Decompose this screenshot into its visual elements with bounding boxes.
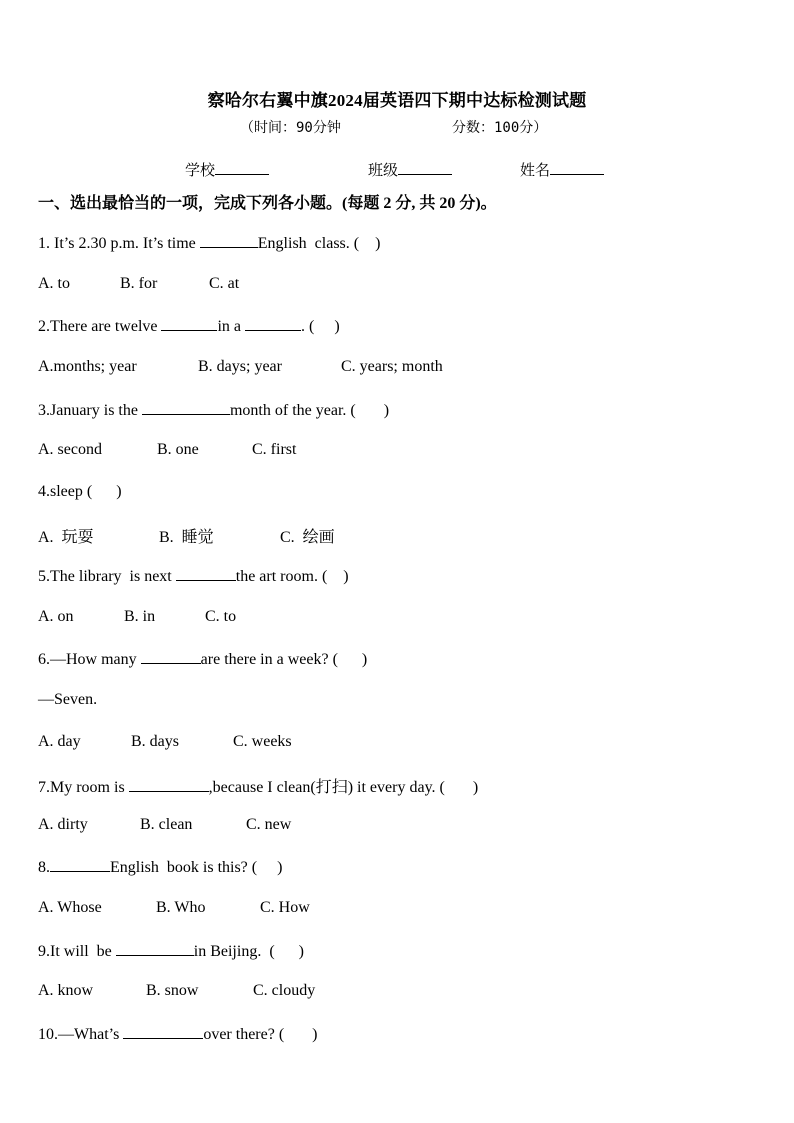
answer-blank[interactable] (142, 400, 230, 415)
option-b[interactable]: B. one (157, 441, 199, 458)
option-c[interactable]: C. weeks (233, 733, 292, 750)
option-a[interactable]: A. dirty (38, 816, 88, 833)
options-4 (38, 524, 335, 547)
question-2: 2.There are twelve in a . ( ) (38, 318, 340, 335)
answer-6: —Seven. (38, 691, 98, 708)
question-7: 7.My room is ,because I clean(打扫) it every day. ( ) (38, 779, 479, 796)
option-c[interactable]: C. first (252, 441, 297, 458)
question-3: 3.January is the month of the year. ( ) (38, 402, 390, 419)
answer-blank[interactable] (116, 941, 194, 956)
answer-blank[interactable] (200, 233, 258, 248)
options-3 (38, 441, 296, 459)
option-b[interactable]: B. days; year (198, 358, 282, 375)
option-b[interactable]: B. 睡觉 (159, 529, 214, 546)
options-9 (38, 982, 315, 1000)
options-2 (38, 358, 443, 376)
page-title: 察哈尔右翼中旗2024届英语四下期中达标检测试题 (207, 91, 587, 110)
question-8: 8. English book is this? ( ) (38, 859, 283, 876)
answer-blank[interactable] (141, 649, 201, 664)
name-blank[interactable] (550, 160, 604, 175)
option-a[interactable]: A. second (38, 441, 102, 458)
option-a[interactable]: A. know (38, 982, 94, 999)
answer-blank[interactable] (50, 857, 110, 872)
option-c[interactable]: C. to (205, 608, 237, 625)
school-blank[interactable] (215, 160, 269, 175)
option-a[interactable]: A. to (38, 275, 70, 292)
question-9: 9.It will be in Beijing. ( ) (38, 943, 304, 960)
question-6: 6.—How many are there in a week? ( ) (38, 651, 368, 668)
option-a[interactable]: A. Whose (38, 899, 102, 916)
name-label: 姓名 (520, 163, 551, 179)
options-1 (38, 275, 239, 293)
option-b[interactable]: B. in (124, 608, 156, 625)
option-a[interactable]: A. on (38, 608, 74, 625)
option-b[interactable]: B. for (120, 275, 158, 292)
answer-blank[interactable] (161, 316, 217, 331)
option-c[interactable]: C. years; month (341, 358, 443, 375)
exam-time: （时间：90分钟 (240, 120, 341, 136)
option-b[interactable]: B. snow (146, 982, 199, 999)
options-7 (38, 816, 291, 834)
option-a[interactable]: A. 玩耍 (38, 529, 94, 546)
option-c[interactable]: C. 绘画 (280, 529, 335, 546)
option-a[interactable]: A.months; year (38, 358, 137, 375)
answer-blank[interactable] (129, 777, 209, 792)
section-heading: 一、选出最恰当的一项，完成下列各小题。(每题 2 分, 共 20 分)。 (38, 195, 497, 212)
option-b[interactable]: B. Who (156, 899, 206, 916)
option-c[interactable]: C. cloudy (253, 982, 316, 999)
school-label: 学校 (185, 163, 216, 179)
options-8 (38, 899, 310, 917)
question-1: 1. It’s 2.30 p.m. It’s time English class. ( ) (38, 235, 381, 252)
name-field (520, 159, 604, 180)
answer-blank[interactable] (245, 316, 301, 331)
option-c[interactable]: C. at (209, 275, 240, 292)
question-10: 10.—What’s over there? ( ) (38, 1026, 318, 1043)
class-blank[interactable] (398, 160, 452, 175)
school-field (185, 159, 269, 180)
options-5 (38, 608, 236, 626)
option-c[interactable]: C. How (260, 899, 310, 916)
option-a[interactable]: A. day (38, 733, 81, 750)
question-5: 5.The library is next the art room. ( ) (38, 568, 349, 585)
class-label: 班级 (368, 163, 399, 179)
answer-blank[interactable] (176, 566, 236, 581)
class-field (368, 159, 452, 180)
option-b[interactable]: B. clean (140, 816, 193, 833)
option-c[interactable]: C. new (246, 816, 292, 833)
answer-blank[interactable] (123, 1024, 203, 1039)
options-6 (38, 733, 292, 751)
exam-score: 分数：100分） (452, 120, 548, 136)
option-b[interactable]: B. days (131, 733, 179, 750)
question-4: 4.sleep ( ) (38, 483, 122, 500)
